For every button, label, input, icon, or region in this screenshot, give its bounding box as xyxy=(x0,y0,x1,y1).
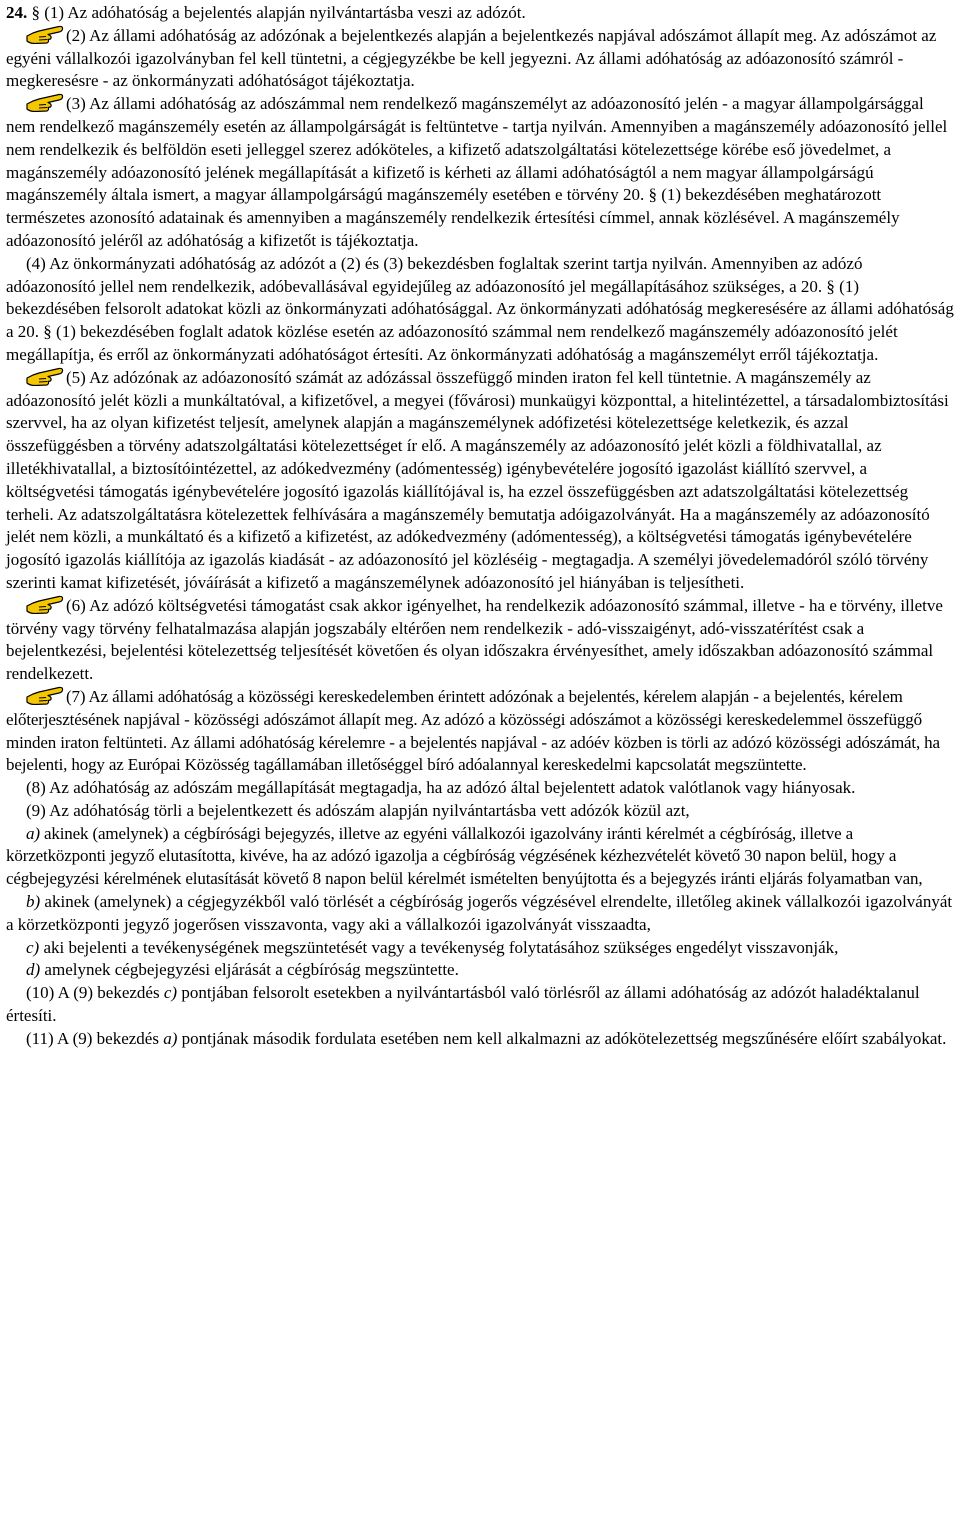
paragraph-11-pre: (11) A (9) bekezdés xyxy=(26,1028,164,1048)
paragraph-5 xyxy=(6,367,956,595)
paragraph-8-text: (8) Az adóhatóság az adószám megállapítását megtagadja, ha az adózó által bejelentett adatok valótlanok vagy hiányosak. xyxy=(26,778,856,798)
paragraph-9c-text: aki bejelenti a tevékenységének megszüntetését vagy a tevékenység folytatásához szükséges engedélyt visszavonják, xyxy=(39,937,839,957)
section-number: 24. xyxy=(6,3,28,22)
paragraph-1-text: § (1) Az adóhatóság a bejelentés alapján nyilvántartásba veszi az adózót. xyxy=(31,3,526,22)
paragraph-9a-text: akinek (amelynek) a cégbírósági bejegyzés, illetve az egyéni vállalkozói igazolvány iránti kérelmét a cégbíróság, illetve a körzetközponti jegyző elutasította, kivéve, ha az adózó igazolja a cégbíróság végzésének kézhezvételét követő 30 napon belül, hogy a cégbejegyzési kérelmének elutasítását követő 8 napon belül kérelmét ismételten benyújtotta és a bejegyzés iránti eljárás folyamatban van, xyxy=(6,823,923,889)
paragraph-10-post: pontjában felsorolt esetekben a nyilvántartásból való törlésről az állami adóhatóság az adózót haladéktalanul értesíti. xyxy=(6,983,920,1026)
paragraph-4 xyxy=(6,253,956,367)
paragraph-3 xyxy=(6,93,956,253)
paragraph-9a xyxy=(6,823,956,891)
pointing-hand-icon xyxy=(26,93,64,112)
paragraph-9d-text: amelynek cégbejegyzési eljárását a cégbíróság megszüntette. xyxy=(40,960,459,980)
paragraph-2-text: (2) Az állami adóhatóság az adózónak a bejelentkezés alapján a bejelentkezés napjával adószámot állapít meg. Az adószámot az egyéni vállalkozói igazolványban fel kell tüntetni, a cégjegyzékbe be kell jegyezni. Az állami adóhatóság az adóazonosító számról - megkeresésre - az önkormányzati adóhatóságot tájékoztatja. xyxy=(6,25,937,91)
paragraph-5-text: (5) Az adózónak az adóazonosító számát az adózással összefüggő minden iraton fel kell tüntetnie. A magánszemély az adóazonosító jelét közli a munkáltatóval, a kifizetővel, a megyei (fővárosi) munkaügyi központtal, a hitelintézettel, a társadalombiztosítási szervvel, ha az olyan kifizetést teljesít, amelynek alapján a magánszemélynek adófizetési kötelezettsége keletkezik, és azzal összefüggésben a törvény adatszolgáltatási kötelezettséget ír elő. A magánszemély az adóazonosító jelét közli a földhivatallal, az illetékhivatallal, a biztosítóintézettel, az adókedvezmény (adómentesség) igénybevételére jogosító igazolást kiállító szervvel, a költségvetési támogatás igénybevételére jogosító igazolás kiállítójával is, ha ezzel összefüggésben azt adatszolgáltatási kötelezettség terheli. Az adatszolgáltatásra kötelezettek felhívására a magánszemély bemutatja adóigazolványát. Ha a magánszemély az adóazonosító jelét nem közli, a munkáltató és a kifizető a kifizetést, az adókedvezmény (adómentesség), a költségvetési támogatás igénybevételére jogosító igazolás kiállítója az igazolás kiadását - az adóazonosító jel közléséig - megtagadja. A személyi jövedelemadóról szóló törvény szerinti kamat kifizetését, jóváírását a kifizető a magánszemélynek adóazonosító jel hiányában is teljesítheti. xyxy=(6,367,949,592)
paragraph-10-pre: (10) A (9) bekezdés xyxy=(26,983,164,1003)
paragraph-9c xyxy=(6,937,956,960)
paragraph-9b xyxy=(6,891,956,937)
paragraph-11 xyxy=(6,1028,956,1051)
point-d-letter: d) xyxy=(26,960,41,980)
paragraph-9d xyxy=(6,959,956,982)
paragraph-7 xyxy=(6,686,956,777)
paragraph-6-text: (6) Az adózó költségvetési támogatást csak akkor igényelhet, ha rendelkezik adóazonosító számmal, illetve - ha e törvény, illetve törvény vagy törvény felhatalmazása alapján jogszabály eltérően nem rendelkezik - adó-visszaigényt, adó-visszatérítést csak a bejelentkezési, bejelentési kötelezettség teljesítését követően és olyan időszakra érvényesíthet, amely időszakban adóazonosító számmal rendelkezett. xyxy=(6,595,943,684)
pointing-hand-icon xyxy=(26,25,64,44)
document-body xyxy=(6,2,956,1051)
paragraph-9 xyxy=(6,800,956,823)
pointing-hand-icon xyxy=(26,686,64,705)
pointing-hand-icon xyxy=(26,595,64,614)
paragraph-10-letter: c) xyxy=(163,983,178,1003)
paragraph-2 xyxy=(6,25,956,93)
paragraph-9b-text: akinek (amelynek) a cégjegyzékből való törlését a cégbíróság jogerős végzésével elrendelte, illetőleg akinek vállalkozói igazolványát a körzetközponti jegyző jogerősen visszavonta, vagy aki a vállalkozói igazolványát visszaadta, xyxy=(6,892,953,934)
point-c-letter: c) xyxy=(26,937,40,957)
paragraph-8 xyxy=(6,777,956,800)
paragraph-3-text: (3) Az állami adóhatóság az adószámmal nem rendelkező magánszemélyt az adóazonosító jelén - a magyar állampolgársággal nem rendelkező magánszemély esetén az állampolgárságát is feltüntetve - tartja nyilván. Amennyiben a magánszemély adóazonosító jellel nem rendelkezik és belföldön eseti jelleggel szerez adóköteles, a kifizető adatszolgáltatási kötelezettsége körébe eső jövedelmet, a magánszemély adóazonosító jelének megállapítását a kifizető is kérheti az állami adóhatóságtól a nem magyar állampolgárságú magánszemély általa ismert, a magyar állampolgárságú magánszemély esetében e törvény 20. § (1) bekezdésében meghatározott természetes azonosító adatainak és amennyiben a magánszemély rendelkezik értesítési címmel, annak közlésével. A magánszemély adóazonosító jeléről az adóhatóság a kifizetőt is tájékoztatja. xyxy=(6,94,948,250)
paragraph-6 xyxy=(6,595,956,686)
point-b-letter: b) xyxy=(26,892,41,912)
paragraph-7-text: (7) Az állami adóhatóság a közösségi kereskedelemben érintett adózónak a bejelentés, kérelem alapján - a bejelentés, kérelem előterjesztésének napjával - közösségi adószámot állapít meg. Az adózó a közösségi adószámot a közösségi kereskedelemmel összefüggő minden iraton feltünteti. Az állami adóhatóság kérelemre - a bejelentés napjával - az adóév közben is törli az adózó közösségi adószámát, ha bejelenti, hogy az Európai Közösség tagállamában illetőséggel bíró adóalannyal kereskedelmi kapcsolatát megszüntette. xyxy=(6,686,940,775)
paragraph-11-post: pontjának második fordulata esetében nem kell alkalmazni az adókötelezettség megszűnésére előírt szabályokat. xyxy=(177,1028,947,1048)
pointing-hand-icon xyxy=(26,367,64,386)
paragraph-4-text: (4) Az önkormányzati adóhatóság az adózót a (2) és (3) bekezdésben foglaltak szerint tartja nyilván. Amennyiben az adózó adóazonosító jellel nem rendelkezik, adóbevallásával egyidejűleg az adóazonosító jel megállapításához szükséges, a 20. § (1) bekezdésében felsorolt adatokat közli az önkormányzati adóhatósággal. Az önkormányzati adóhatóság megkeresésére az állami adóhatóság a 20. § (1) bekezdésében foglalt adatok közlése esetén az adóazonosító számmal nem rendelkező magánszemély adóazonosító jelét megállapítja, és erről az önkormányzati adóhatóságot értesíti. Az önkormányzati adóhatóság a magánszemélyt erről tájékoztatja. xyxy=(6,253,954,364)
paragraph-10 xyxy=(6,982,956,1028)
paragraph-9-text: (9) Az adóhatóság törli a bejelentkezett és adószám alapján nyilvántartásba vett adózók közül azt, xyxy=(26,800,690,820)
paragraph-11-letter: a) xyxy=(163,1028,178,1048)
point-a-letter: a) xyxy=(26,823,40,843)
paragraph-1 xyxy=(6,2,956,25)
